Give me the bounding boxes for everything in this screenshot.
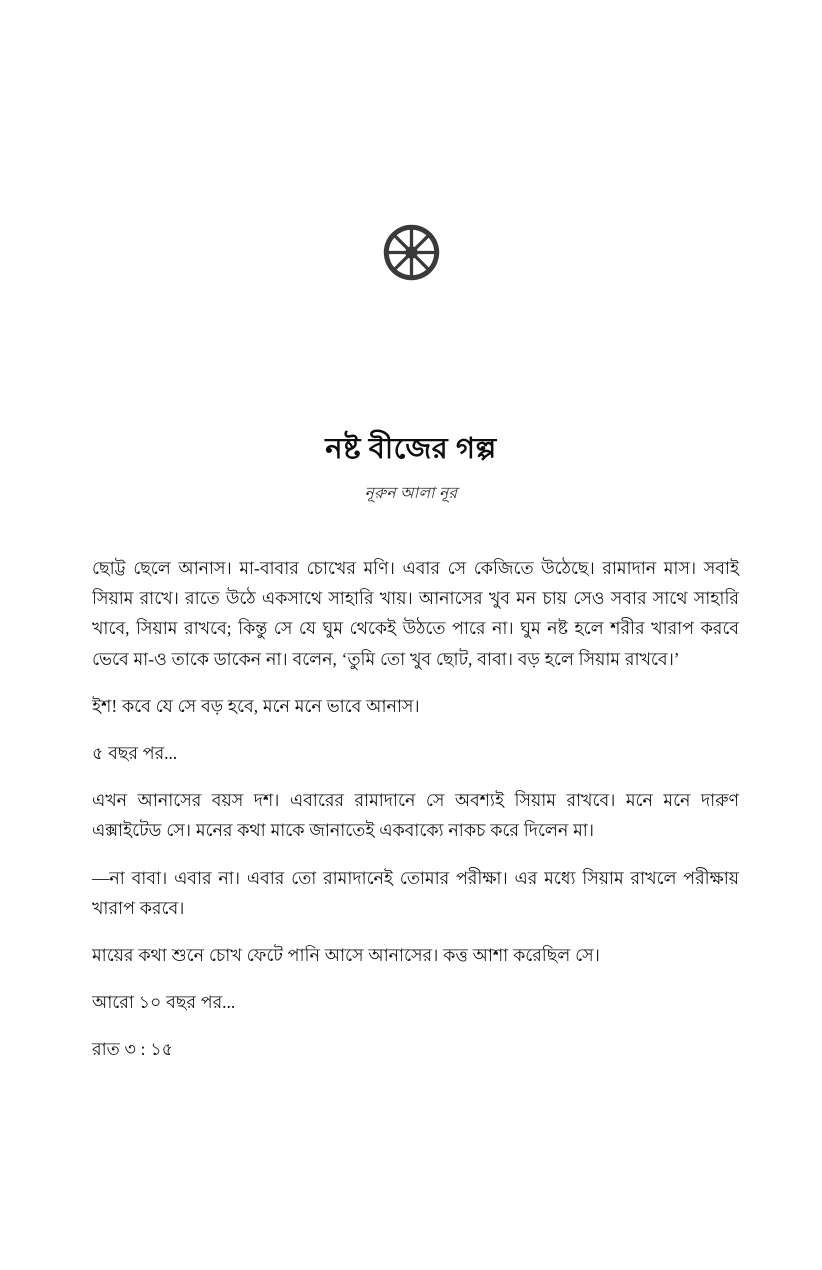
paragraph-dialogue: —না বাবা। এবার না। এবার তো রামাদানেই তোমার পরীক্ষা। এর মধ্যে সিয়াম রাখলে পরীক্ষায় খারাপ করবে।	[92, 867, 739, 918]
ornament-container	[0, 222, 822, 282]
paragraph: ছোট্ট ছেলে আনাস। মা-বাবার চোখের মণি। এবার সে কেজিতে উঠেছে। রামাদান মাস। সবাই সিয়াম রাখে। রাতে উঠে একসাথে সাহারি খায়। আনাসের খুব মন চায় সেও সবার সাথে সাহারি খাবে, সিয়াম রাখবে; কিন্তু সে যে ঘুম থেকেই উঠতে পারে না। ঘুম নষ্ট হলে শরীর খারাপ করবে ভেবে মা-ও তাকে ডাকেন না। বলেন, ‘তুমি তো খুব ছোট, বাবা। বড় হলে সিয়াম রাখবে।’	[92, 558, 739, 669]
page-title: নষ্ট বীজের গল্প	[325, 433, 497, 465]
author-byline: নূরুন আলা নূর	[364, 485, 458, 502]
title-block	[0, 430, 822, 504]
eight-petal-rosette-ornament	[382, 223, 441, 282]
paragraph: ইশ! কবে যে সে বড় হবে, মনে মনে ভাবে আনাস।	[92, 695, 420, 716]
paragraph-time-skip: ৫ বছর পর...	[92, 743, 178, 764]
paragraph-timestamp: রাত ৩ : ১৫	[92, 1039, 173, 1060]
paragraph: এখন আনাসের বয়স দশ। এবারের রামাদানে সে অবশ্যই সিয়াম রাখবে। মনে মনে দারুণ এক্সাইটেড সে। মনের কথা মাকে জানাতেই একবাক্যে নাকচ করে দিলেন মা।	[92, 790, 739, 841]
body-text-container	[92, 553, 739, 1065]
paragraph-time-skip: আরো ১০ বছর পর...	[92, 992, 236, 1013]
paragraph: মায়ের কথা শুনে চোখ ফেটে পানি আসে আনাসের। কত্ত আশা করেছিল সে।	[92, 945, 600, 966]
